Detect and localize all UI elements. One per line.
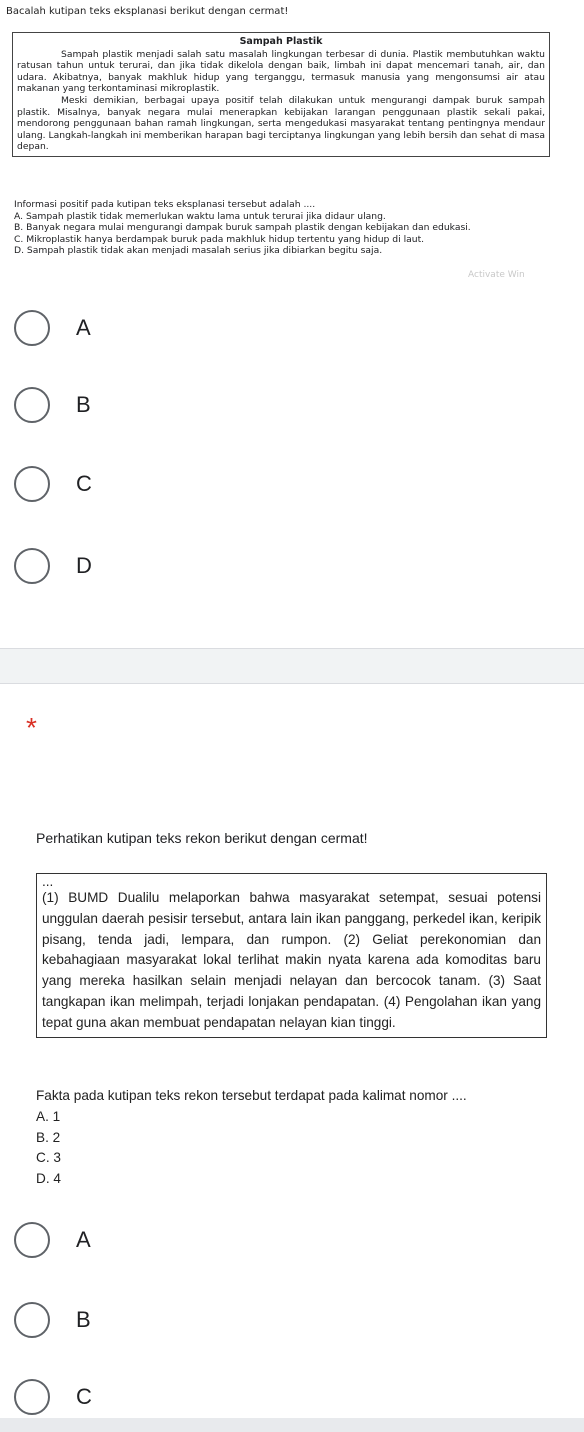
question-1-card: [0, 0, 584, 648]
q1-question-block: [14, 199, 574, 257]
q1-choice-c[interactable]: [14, 462, 92, 506]
q2-question-text: Fakta pada kutipan teks rekon tersebut terdapat pada kalimat nomor ....: [36, 1088, 467, 1103]
q2-option-text-c: C. 3: [36, 1150, 61, 1166]
activate-windows-watermark: Activate Win: [468, 270, 525, 280]
radio-circle-icon[interactable]: [14, 548, 50, 584]
q2-ellipsis: ...: [42, 874, 54, 889]
q2-instruction: Perhatikan kutipan teks rekon berikut dengan cermat!: [36, 830, 368, 846]
q2-option-text-d: D. 4: [36, 1171, 61, 1187]
q1-option-text-b: B. Banyak negara mulai mengurangi dampak buruk sampah plastik dengan kebijakan dan edukasi.: [14, 222, 471, 234]
q1-option-text-c: C. Mikroplastik hanya berdampak buruk pada makhluk hidup tertentu yang hidup di laut.: [14, 233, 425, 245]
q2-question-block: [36, 1086, 467, 1190]
radio-circle-icon[interactable]: [14, 1302, 50, 1338]
q2-choice-c[interactable]: [14, 1375, 92, 1419]
q1-instruction: Bacalah kutipan teks eksplanasi berikut dengan cermat!: [6, 6, 289, 17]
q2-choice-b-label: B: [76, 1307, 91, 1332]
radio-circle-icon[interactable]: [14, 466, 50, 502]
radio-circle-icon[interactable]: [14, 387, 50, 423]
bottom-bar: [0, 1418, 584, 1432]
q1-passage-title: Sampah Plastik: [239, 36, 323, 47]
q1-choice-b-label: B: [76, 392, 91, 417]
q1-choice-b[interactable]: [14, 383, 91, 427]
radio-circle-icon[interactable]: [14, 310, 50, 346]
q1-option-text-d: D. Sampah plastik tidak akan menjadi masalah serius jika dibiarkan begitu saja.: [14, 245, 383, 257]
q1-passage-box: [12, 32, 550, 157]
q1-option-text-a: A. Sampah plastik tidak memerlukan waktu lama untuk terurai jika didaur ulang.: [14, 210, 386, 222]
q2-choice-a-label: A: [76, 1227, 91, 1252]
required-asterisk: *: [26, 712, 37, 743]
q2-choice-c-label: C: [76, 1384, 92, 1409]
question-1-image: [6, 4, 578, 17]
radio-circle-icon[interactable]: [14, 1222, 50, 1258]
q1-paragraph-1: Sampah plastik menjadi salah satu masalah lingkungan terbesar di dunia. Plastik membutuhkan waktu ratusan tahun untuk terurai, dan jika tidak dikelola dengan baik, limbah ini dapat mencemari tanah, air, dan udara. Akibatnya, banyak makhluk hidup yang terganggu, termasuk manusia yang mengonsumsi air atau makanan yang terkontaminasi mikroplastik.: [17, 48, 545, 95]
q1-question-text: Informasi positif pada kutipan teks eksplanasi tersebut adalah ....: [14, 199, 316, 210]
q2-choice-a[interactable]: [14, 1218, 91, 1262]
q1-choice-d[interactable]: [14, 544, 92, 588]
q1-choice-d-label: D: [76, 553, 92, 578]
q1-choice-c-label: C: [76, 471, 92, 496]
q2-passage-box: [36, 873, 547, 1038]
q1-choice-a[interactable]: [14, 306, 91, 350]
radio-circle-icon[interactable]: [14, 1379, 50, 1415]
q2-choice-b[interactable]: [14, 1298, 91, 1342]
q2-passage-text: (1) BUMD Dualilu melaporkan bahwa masyarakat setempat, sesuai potensi unggulan daerah pesisir tersebut, antara lain ikan panggang, perkedel ikan, keripik pisang, tenda jadi, lempara, dan rumpon. (2) Geliat perekonomian dan kebahagiaan masyarakat lokal terlihat makin nyata karena ada komoditas baru yang mereka hasilkan selain menjadi nelayan dan bercocok tanam. (3) Saat tangkapan ikan melimpah, terjadi lonjakan pendapatan. (4) Pengolahan ikan yang tepat guna akan membuat pendapatan nelayan kian tinggi.: [42, 890, 541, 1030]
q1-choice-a-label: A: [76, 315, 91, 340]
section-divider: [0, 648, 584, 684]
q1-paragraph-2: Meski demikian, berbagai upaya positif telah dilakukan untuk mengurangi dampak buruk sampah plastik. Misalnya, banyak negara mulai menerapkan kebijakan larangan penggunaan plastik sekali pakai, mendorong penggunaan bahan ramah lingkungan, serta mengedukasi masyarakat tentang pentingnya mendaur ulang. Langkah-langkah ini memberikan harapan bagi terciptanya lingkungan yang lebih bersih dan sehat di masa depan.: [17, 94, 545, 153]
q2-option-text-a: A. 1: [36, 1108, 61, 1124]
q2-option-text-b: B. 2: [36, 1129, 61, 1145]
